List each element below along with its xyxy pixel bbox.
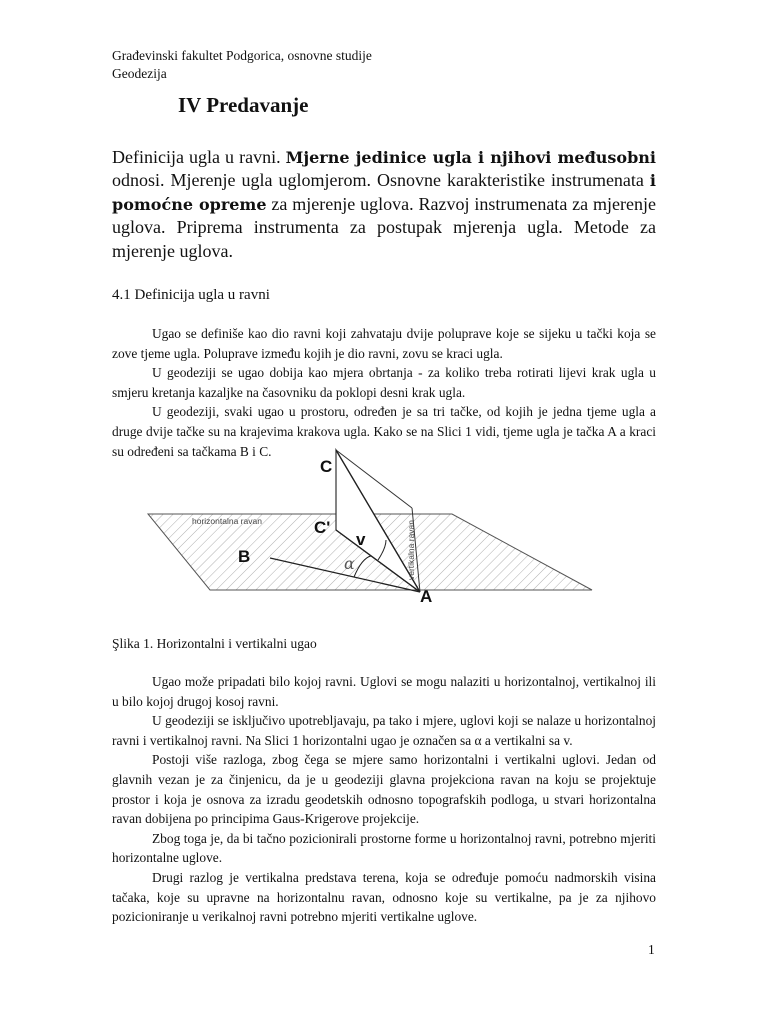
intro-bold-1: Mjerne jedinice ugla i njihovi međusobni [285,148,656,167]
document-header [112,47,372,83]
paragraph: Ugao se definiše kao dio ravni koji zahvataju dvije poluprave koje se sijeku u tački koja se zove tjeme ugla. Poluprave između kojih je dio ravni, zovu se kraci ugla. [112,326,656,361]
paragraph: U geodeziji, svaki ugao u prostoru, određen je sa tri tačke, od kojih je jedna tjeme ugla a druge dvije tačke su na krajevima krakova ugla. Kako se na Slici 1 vidi, tjeme ugla je tačka A a kraci su određeni sa tačkama B i C. [112,404,656,459]
angle-figure [140,448,600,608]
figure-caption: Şlika 1. Horizontalni i vertikalni ugao [112,636,317,651]
label-a: A [420,587,433,606]
page-number: 1 [648,942,655,957]
intro-bold-2: i pomoćne opreme [112,171,656,214]
paragraph: Ugao može pripadati bilo kojoj ravni. Uglovi se mogu nalaziti u horizontalnoj, vertikalnoj ili u bilo kojoj drugoj kosoj ravni. [112,674,656,709]
intro-text-3: za mjerenje uglova. Razvoj instrumenata za mjerenje uglova. Priprema instrumenta za postupak mjerenja ugla. Metode za mjerenje uglova. [112,193,656,261]
label-alpha: α [344,554,355,573]
paragraph: U geodeziji se ugao dobija kao mjera obrtanja - za koliko treba rotirati lijevi krak ugla u smjeru kretanja kazaljke na časovniku da poklopi desni krak ugla. [112,365,656,400]
paragraphs-top [112,324,656,461]
section-heading: 4.1 Definicija ugla u ravni [112,287,270,303]
label-c-prime: C' [314,518,331,537]
subject-line: Geodezija [112,66,167,81]
paragraphs-bottom [112,672,656,927]
vertical-plane-label: vertikalna ravan [406,519,416,580]
lecture-title: IV Predavanje [178,93,309,117]
paragraph: Drugi razlog je vertikalna predstava terena, koja se određuje pomoću nadmorskih visina tačaka, koje su upravne na horizontalnu ravan, odnosno koje su vertikalne, pa je za njihovo pozicioniranje u verikalnoj ravni potrebno mjeriti vertikalne uglove. [112,869,656,925]
label-v: v [356,530,366,549]
label-c: C [320,457,333,476]
paragraph: U geodeziji se isključivo upotrebljavaju, pa tako i mjere, uglovi koji se nalaze u horizontalnoj ravni i vertikalnoj ravni. Na Slici 1 horizontalni ugao je označen sa α a vertikalni sa v. [112,713,656,748]
intro-text-2: odnosi. Mjerenje ugla uglomjerom. Osnovne karakteristike instrumenata [112,170,650,191]
lecture-intro [112,146,656,263]
paragraph: Postoji više razloga, zbog čega se mjere samo horizontalni i vertikalni uglovi. Jedan od glavnih vezan je za činjenicu, da je u geodeziji glavna projekciona ravan na koju se projektuje prostor i koja je osnova za izradu geodetskih odnosno topografskih podloga, u stvari horizontalna ravan dobijena po principima Gaus-Krigerove projekcije. [112,752,656,827]
label-b: B [238,547,251,566]
faculty-line: Građevinski fakultet Podgorica, osnovne studije [112,48,372,63]
horizontal-plane-label: horizontalna ravan [192,516,262,526]
intro-text-1: Definicija ugla u ravni. [112,147,286,167]
paragraph: Zbog toga je, da bi tačno pozicionirali prostorne forme u horizontalnoj ravni, potrebno mjeriti horizontalne uglove. [112,830,656,866]
